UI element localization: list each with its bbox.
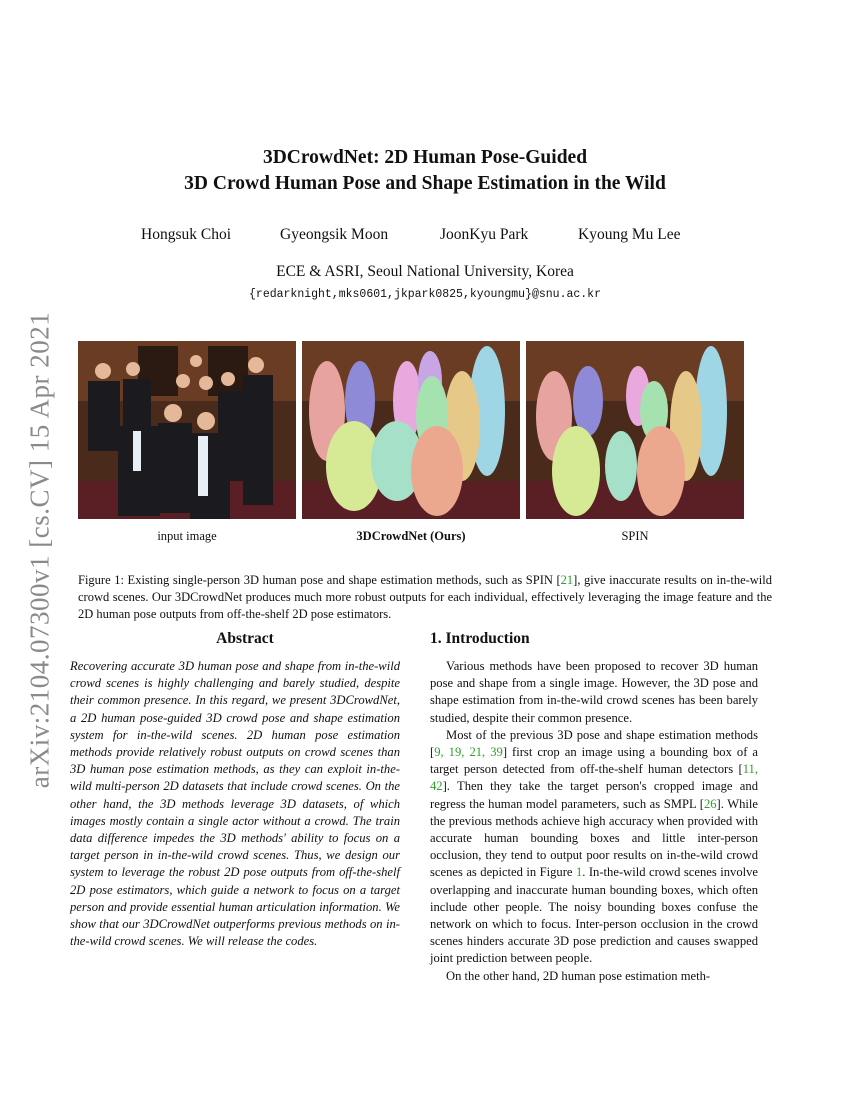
paper-title xyxy=(0,145,850,197)
3dcrowdnet-result-photo xyxy=(302,341,520,519)
author-name: Hongsuk Choi xyxy=(141,226,231,243)
text-run: ] first crop an image using a bounding box of a target person detected from off-the-shelf human detectors [ xyxy=(430,745,759,777)
text-run: ]. Then they take the target person's cropped image and regress the human model parameters, such as SMPL [ xyxy=(430,779,758,811)
citation-link[interactable]: 11, 42 xyxy=(430,762,758,794)
paragraph: Various methods have been proposed to recover 3D human pose and shape from a single image. However, the 3D pose and shape estimation from in-the-wild crowd scenes has been barely studied, despite their common presence. xyxy=(430,659,758,725)
figure-link[interactable]: 1 xyxy=(575,865,583,880)
author-name: Gyeongsik Moon xyxy=(280,226,389,243)
abstract-heading: Abstract xyxy=(216,630,274,647)
panel-label-spin: SPIN xyxy=(621,529,649,543)
paragraph xyxy=(430,727,758,968)
affiliation: ECE & ASRI, Seoul National University, Korea xyxy=(276,263,574,280)
figure-caption xyxy=(78,572,772,623)
paragraph: On the other hand, 2D human pose estimation meth- xyxy=(446,968,711,983)
citation-link[interactable]: 21 xyxy=(560,573,574,587)
figure-1 xyxy=(78,341,770,519)
input-image-photo xyxy=(78,341,296,519)
spin-result-photo xyxy=(526,341,744,519)
caption-text: Figure 1: Existing single-person 3D human pose and shape estimation methods, such as SPIN [ xyxy=(78,573,561,587)
abstract-body: Recovering accurate 3D human pose and shape from in-the-wild crowd scenes is highly challenging and barely studied, despite their common presence. In this regard, we present 3DCrowdNet, a 2D human pose-guided 3D crowd pose and shape estimation system for in-the-wild scenes. 2D human pose estimation methods provide relatively robust outputs on crowd scenes than 3D human pose estimation methods, as they can exploit in-the-wild multi-person 2D datasets that include crowd scenes. On the other hand, the 3D methods leverage 3D datasets, of which images mostly contain a single actor without a crowd. The train data difference impedes the 3D methods' ability to focus on a target person in in-the-wild crowd scenes. Thus, we design our system to leverage the robust 2D pose outputs from off-the-shelf 2D pose estimators, which guide a network to focus on a target person and provide essential human articulation information. We show that our 3DCrowdNet outperforms previous methods on in-the-wild crowd scenes. We will release the codes. xyxy=(70,659,400,949)
panel-label-ours: 3DCrowdNet (Ours) xyxy=(356,529,466,543)
author-emails: {redarknight,mks0601,jkpark0825,kyoungmu}@snu.ac.kr xyxy=(249,288,601,301)
title-line-2: 3D Crowd Human Pose and Shape Estimation in the Wild xyxy=(184,173,666,194)
author-name: JoonKyu Park xyxy=(440,226,529,243)
arxiv-stamp: arXiv:2104.07300v1 [cs.CV] 15 Apr 2021 xyxy=(24,311,55,789)
caption-text: ], give inaccurate results on in-the-wild crowd scenes. Our 3DCrowdNet produces much more robust outputs for each individual, effectively leveraging the image feature and the 2D human pose outputs from off-the-shelf 2D pose estimators. xyxy=(78,573,772,621)
citation-link[interactable]: 26 xyxy=(703,796,717,811)
text-run: Most of the previous 3D pose and shape estimation methods [ xyxy=(430,727,758,760)
panel-label-input: input image xyxy=(157,529,217,543)
author-name: Kyoung Mu Lee xyxy=(578,226,681,243)
citation-link[interactable]: 9, 19, 21, 39 xyxy=(434,745,503,760)
title-line-1: 3DCrowdNet: 2D Human Pose-Guided xyxy=(262,147,588,168)
introduction-body xyxy=(430,658,758,985)
introduction-heading: 1. Introduction xyxy=(430,630,530,647)
text-run: . In-the-wild crowd scenes involve overlapping and inaccurate human bounding boxes, which often include other people. The noisy bounding boxes confuse the network on which to focus. Inter-person occlusion in the crowd scenes hinders accurate 3D pose prediction and causes swapped joint prediction between people. xyxy=(430,865,758,966)
text-run: ]. While the previous methods achieve high accuracy when provided with accurate human bounding boxes and little inter-person occlusion, they tend to output poor results on in-the-wild crowd scenes as depicted in Figure xyxy=(430,796,758,880)
